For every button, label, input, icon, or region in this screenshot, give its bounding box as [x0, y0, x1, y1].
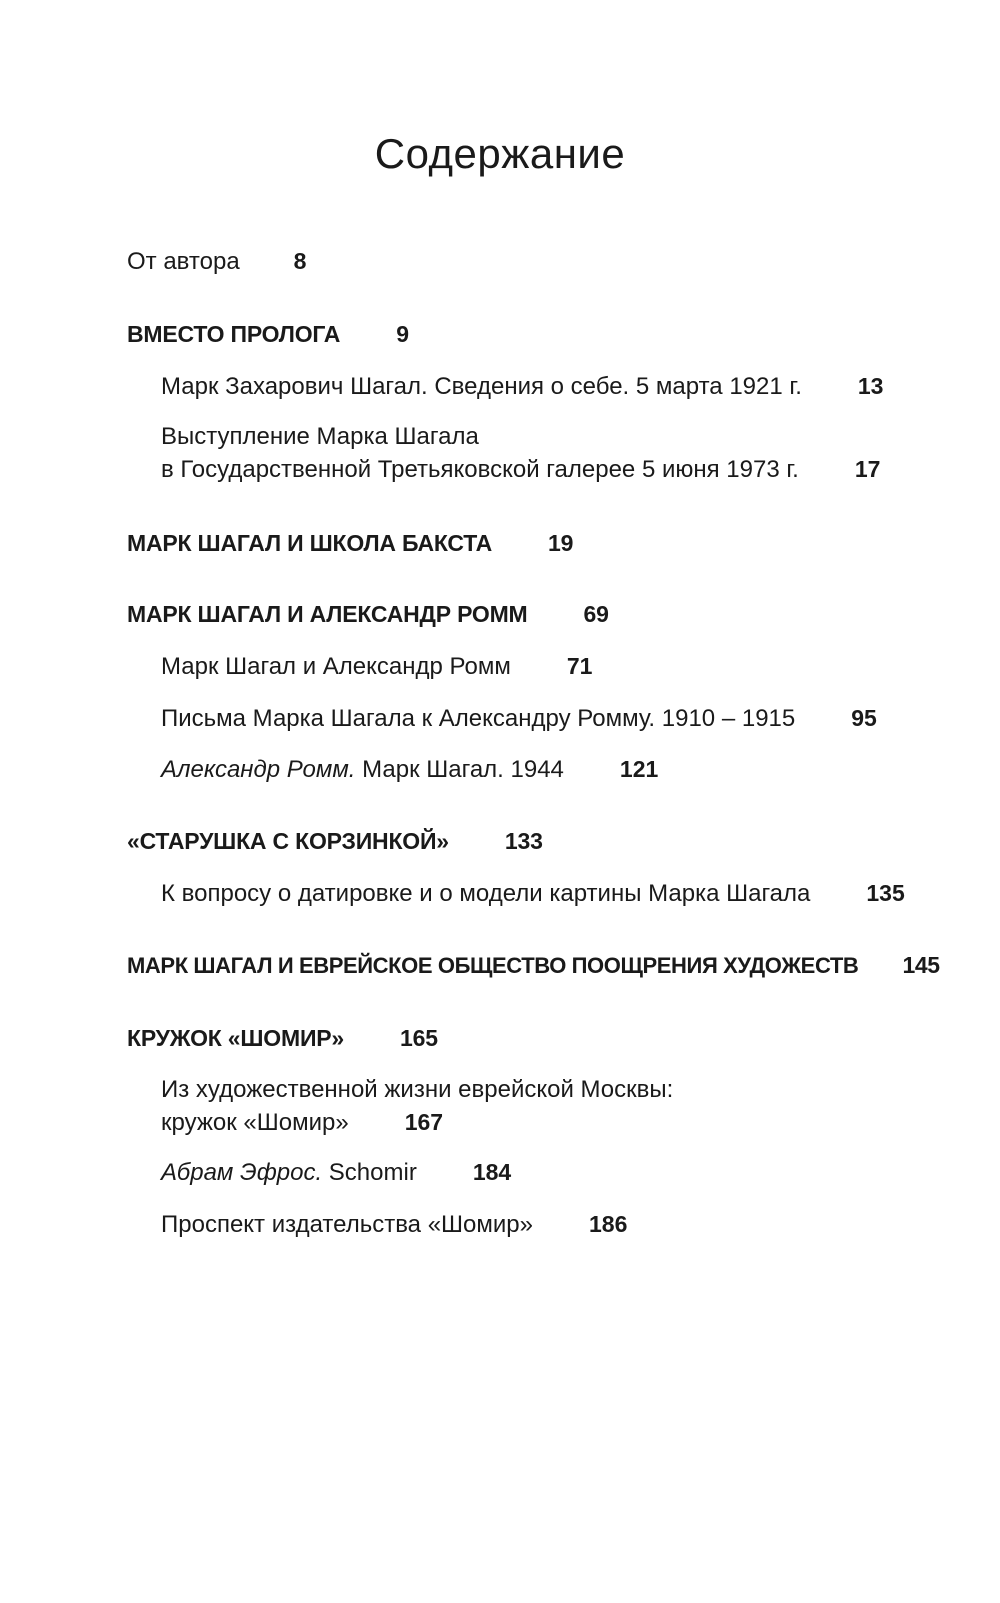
page-number: 133 [504, 828, 543, 854]
section-title: МАРК ШАГАЛ И АЛЕКСАНДР РОММ [127, 601, 528, 627]
page-number: 9 [396, 321, 409, 347]
section-title: «СТАРУШКА С КОРЗИНКОЙ» [127, 828, 449, 854]
toc-entry-vystuplenie[interactable] [161, 421, 880, 486]
entry-title: От автора [127, 248, 240, 275]
toc-section-shomir[interactable] [127, 1022, 438, 1054]
toc-entry-shagal-romm[interactable] [161, 650, 592, 683]
page-number: 167 [404, 1109, 444, 1135]
section-title: КРУЖОК «ШОМИР» [127, 1025, 345, 1051]
toc-section-prologue[interactable] [127, 318, 409, 350]
page-number: 184 [472, 1159, 512, 1185]
page-number: 71 [566, 653, 593, 679]
entry-title-line: в Государственной Третьяковской галерее 5 июня 1973 г. [161, 456, 799, 483]
toc-entry-efros[interactable] [161, 1156, 511, 1189]
page-title: Содержание [374, 130, 626, 177]
section-title: МАРК ШАГАЛ И ЕВРЕЙСКОЕ ОБЩЕСТВО ПООЩРЕНИЯ ХУДОЖЕСТВ [127, 953, 859, 978]
toc-entry-from-author[interactable] [127, 245, 306, 278]
toc-entry-pisma[interactable] [161, 702, 877, 735]
entry-title: Марк Шагал и Александр Ромм [161, 653, 511, 680]
entry-title: Проспект издательства «Шомир» [161, 1211, 533, 1238]
entry-title-line: Из художественной жизни еврейской Москвы: [161, 1076, 674, 1103]
entry-title-line: кружок «Шомир» [161, 1109, 349, 1136]
page-number: 145 [902, 952, 940, 978]
entry-author: Абрам Эфрос. [161, 1159, 323, 1186]
page-number: 135 [866, 880, 905, 906]
section-title: МАРК ШАГАЛ И ШКОЛА БАКСТА [127, 530, 493, 556]
toc-entry-prospekt[interactable] [161, 1208, 627, 1241]
entry-title: Марк Захарович Шагал. Сведения о себе. 5 марта 1921 г. [161, 373, 802, 400]
page-number: 8 [293, 248, 307, 274]
toc-entry-moskva[interactable] [161, 1074, 673, 1139]
entry-title: Письма Марка Шагала к Александру Ромму. 1910 – 1915 [161, 705, 796, 732]
toc-entry-romm-1944[interactable] [161, 753, 658, 786]
entry-title: Schomir [328, 1159, 417, 1186]
toc-entry-svedeniya[interactable] [161, 370, 883, 403]
toc-section-romm[interactable] [127, 598, 609, 630]
page-number: 95 [851, 705, 877, 731]
section-title: ВМЕСТО ПРОЛОГА [127, 321, 341, 347]
entry-title-line: Выступление Марка Шагала [161, 423, 479, 450]
page-number: 165 [400, 1025, 438, 1051]
page-number: 17 [854, 456, 881, 482]
page-number: 121 [619, 756, 659, 782]
toc-section-starushka[interactable] [127, 825, 543, 857]
toc-section-bakst[interactable] [127, 527, 573, 559]
entry-title: Марк Шагал. 1944 [362, 756, 564, 783]
entry-author: Александр Ромм. [161, 756, 356, 783]
toc-entry-datirovka[interactable] [161, 877, 905, 910]
entry-title: К вопросу о датировке и о модели картины Марка Шагала [161, 880, 811, 907]
toc-section-obshchestvo[interactable] [127, 949, 940, 982]
page-number: 69 [583, 601, 609, 627]
page-number: 186 [589, 1211, 628, 1237]
page-number: 19 [548, 530, 574, 556]
page-number: 13 [857, 373, 884, 399]
